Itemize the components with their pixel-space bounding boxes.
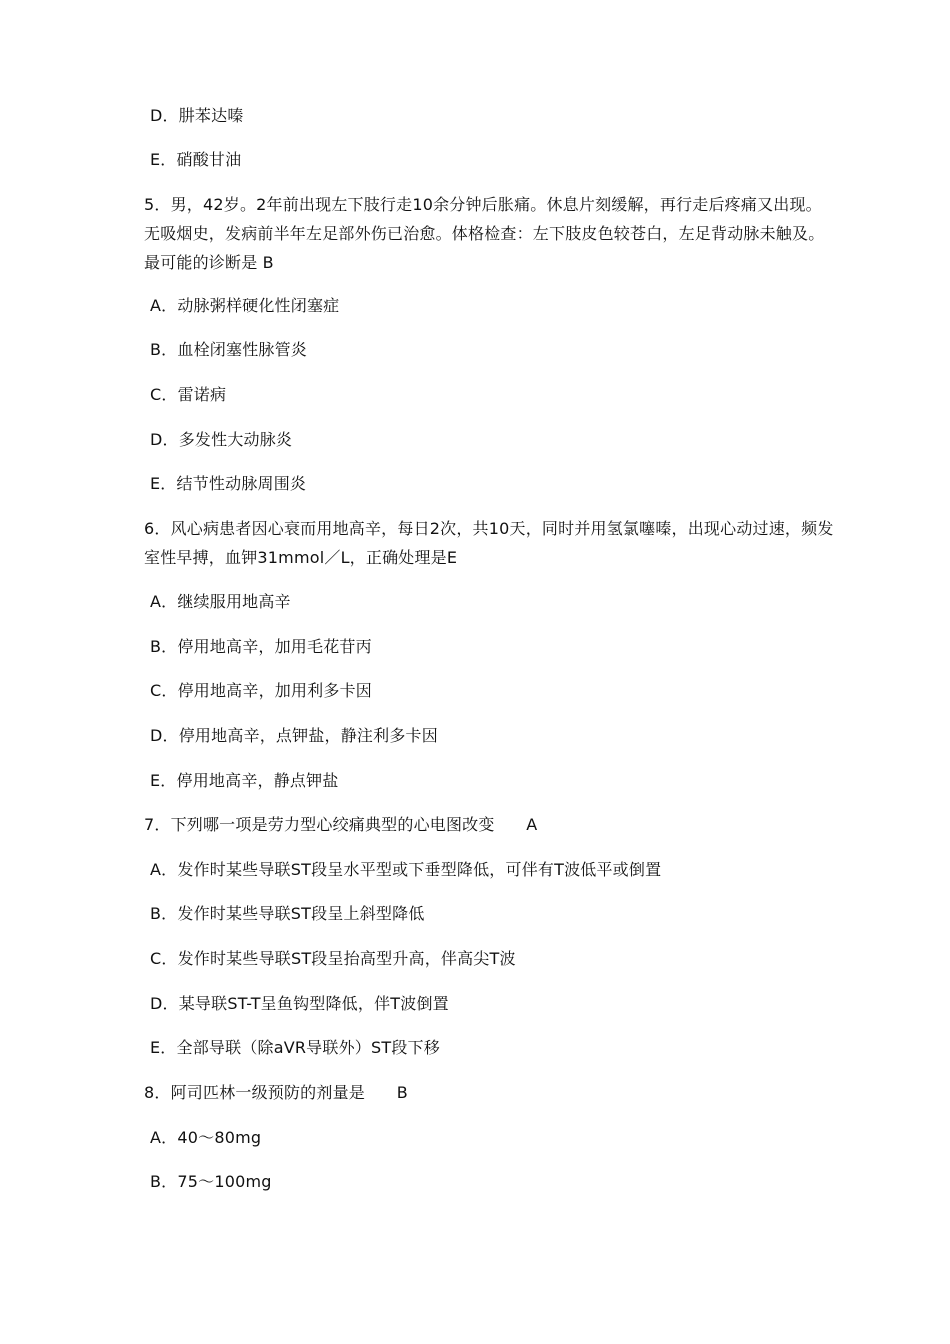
option-marker: B． [150, 904, 178, 923]
option-line [150, 637, 372, 657]
option-line [150, 1038, 440, 1058]
option-marker: D． [150, 430, 179, 449]
option-marker: A． [150, 592, 178, 611]
option-text: 肼苯达嗪 [178, 106, 244, 125]
option-marker: B． [150, 1172, 178, 1191]
option-line [150, 904, 425, 924]
option-line [150, 385, 226, 405]
option-marker: A． [150, 1128, 178, 1147]
question-6-stem: 6．风心病患者因心衰而用地高辛，每日2次，共10天，同时并用氢氯噻嗪，出现心动过速，频发室性早搏，血钾31mmol／L，正确处理是E [144, 519, 834, 567]
option-line [150, 994, 449, 1014]
question-7-stem: 7．下列哪一项是劳力型心绞痛典型的心电图改变 A [144, 815, 538, 834]
option-line [150, 949, 516, 969]
option-text: 发作时某些导联ST段呈水平型或下垂型降低，可伴有T波低平或倒置 [177, 860, 662, 879]
option-text: 动脉粥样硬化性闭塞症 [177, 296, 340, 315]
option-line [150, 106, 244, 126]
option-line [150, 150, 241, 170]
option-line [150, 296, 339, 316]
option-text: 结节性动脉周围炎 [176, 474, 307, 493]
option-marker: C． [150, 385, 178, 404]
option-text: 停用地高辛，点钾盐，静注利多卡因 [178, 726, 438, 745]
option-line [150, 726, 438, 746]
option-line [150, 860, 661, 880]
option-text: 血栓闭塞性脉管炎 [177, 340, 307, 359]
option-text: 停用地高辛，静点钾盐 [176, 771, 339, 790]
option-text: 雷诺病 [177, 385, 227, 404]
option-line [150, 430, 292, 450]
option-marker: C． [150, 949, 178, 968]
option-marker: E． [150, 1038, 177, 1057]
option-marker: B． [150, 340, 178, 359]
option-line [150, 1172, 272, 1192]
option-line [150, 681, 372, 701]
option-line [150, 340, 307, 360]
option-marker: D． [150, 994, 179, 1013]
option-text: 发作时某些导联ST段呈抬高型升高，伴高尖T波 [177, 949, 516, 968]
option-text: 多发性大动脉炎 [178, 430, 293, 449]
option-line [150, 474, 306, 494]
option-text: 停用地高辛，加用利多卡因 [177, 681, 372, 700]
option-marker: A． [150, 296, 178, 315]
option-text: 停用地高辛，加用毛花苷丙 [177, 637, 372, 656]
option-marker: D． [150, 726, 179, 745]
option-marker: C． [150, 681, 178, 700]
option-text: 40～80mg [177, 1128, 262, 1147]
option-line [150, 592, 291, 612]
option-marker: E． [150, 474, 177, 493]
option-text: 75～100mg [177, 1172, 272, 1191]
question-5-stem: 5．男，42岁。2年前出现左下肢行走10余分钟后胀痛。休息片刻缓解，再行走后疼痛又出现。无吸烟史，发病前半年左足部外伤已治愈。体格检查：左下肢皮色较苍白，左足背动脉未触及。最可能的诊断是 B [144, 195, 825, 272]
option-line [150, 771, 339, 791]
question-8-stem: 8．阿司匹林一级预防的剂量是 B [144, 1083, 408, 1102]
option-text: 发作时某些导联ST段呈上斜型降低 [177, 904, 425, 923]
option-marker: E． [150, 771, 177, 790]
option-text: 全部导联（除aVR导联外）ST段下移 [176, 1038, 440, 1057]
option-text: 某导联ST-T呈鱼钩型降低，伴T波倒置 [178, 994, 449, 1013]
option-marker: E． [150, 150, 177, 169]
option-marker: B． [150, 637, 178, 656]
option-text: 硝酸甘油 [176, 150, 242, 169]
option-marker: A． [150, 860, 178, 879]
option-marker: D． [150, 106, 179, 125]
option-text: 继续服用地高辛 [177, 592, 291, 611]
option-line [150, 1128, 261, 1148]
